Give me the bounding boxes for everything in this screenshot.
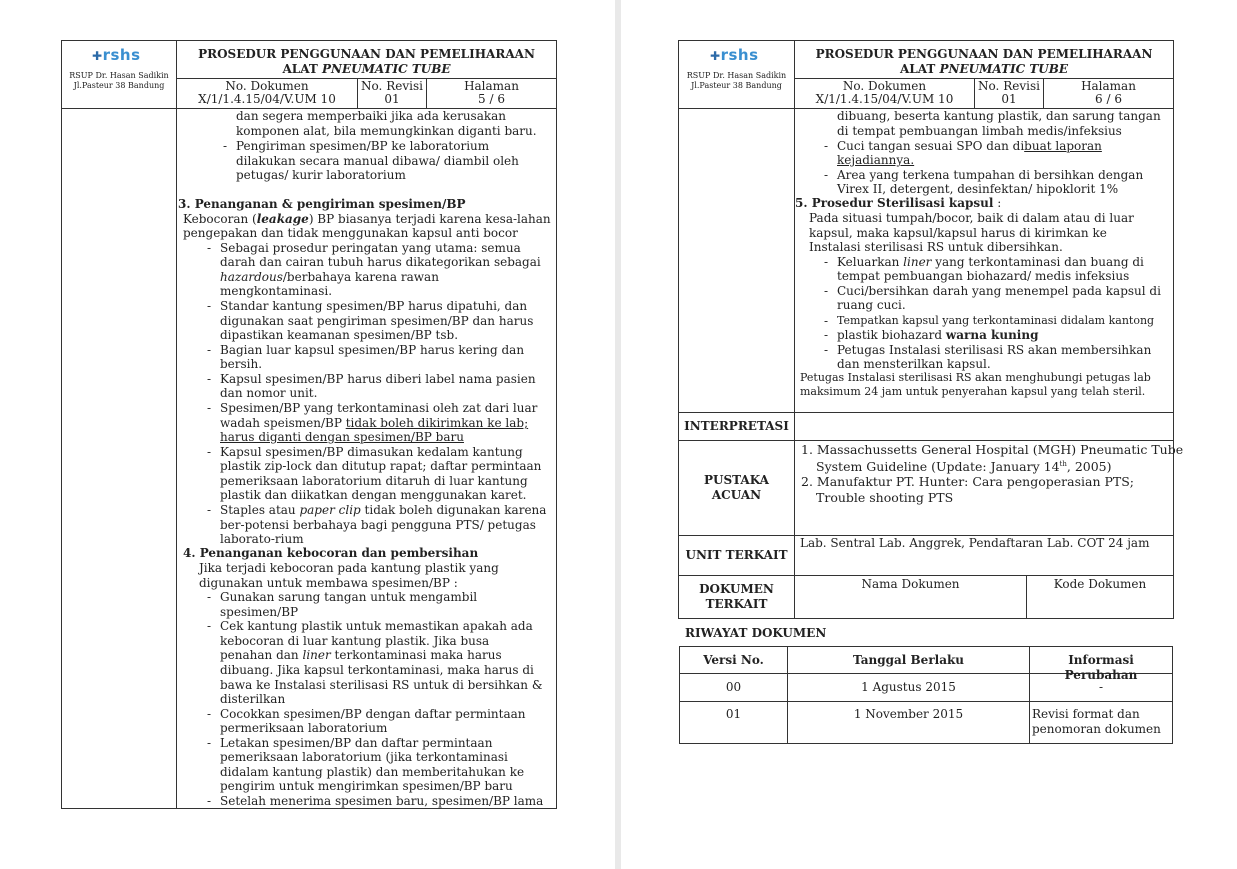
bullet-dash: -	[223, 139, 228, 153]
text-line: Kebocoran (leakage) BP biasanya terjadi karena kesa-lahan	[183, 212, 551, 226]
text-line: Petugas Instalasi sterilisasi RS akan membersihkan	[837, 343, 1152, 357]
section-4-heading: 4. Penanganan kebocoran dan pembersihan	[183, 546, 479, 560]
page-number	[427, 80, 556, 106]
interpretasi-value-cell	[794, 412, 1174, 441]
logo-plus-icon: ✚	[710, 49, 721, 63]
text-line: Bagian luar kapsul spesimen/BP harus kering dan	[220, 343, 525, 357]
text-line: hazardous/berbahaya karena rawan	[220, 270, 439, 284]
dokumen-terkait-label	[679, 582, 794, 612]
history-info-line-2: penomoran dokumen	[1032, 722, 1161, 736]
text-line: Jika terjadi kebocoran pada kantung plastik yang	[199, 561, 499, 575]
text-line: Petugas Instalasi sterilisasi RS akan menghubungi petugas lab	[800, 371, 1151, 384]
history-col-tanggal: Tanggal Berlaku	[852, 653, 965, 667]
doc-number	[795, 80, 974, 106]
page-value: 5 / 6	[478, 92, 505, 106]
title-line-1: PROSEDUR PENGGUNAAN DAN PEMELIHARAAN	[198, 47, 535, 61]
riwayat-dokumen-title: RIWAYAT DOKUMEN	[685, 626, 827, 640]
text-line: digunakan saat pengiriman spesimen/BP dan harus	[220, 314, 534, 328]
revision	[975, 80, 1043, 106]
page-value: 6 / 6	[1095, 92, 1122, 106]
body-left-column	[678, 108, 795, 413]
doc-number-label: No. Dokumen	[842, 79, 927, 93]
text-line: Kapsul spesimen/BP harus diberi label nama pasien	[220, 372, 536, 386]
bullet-dash: -	[207, 503, 212, 517]
dokumen-label-line-1: DOKUMEN	[699, 582, 774, 596]
text-line: pengirim untuk mengirimkan spesimen/BP baru	[220, 779, 513, 793]
text-line: Area yang terkena tumpahan di bersihkan dengan	[837, 168, 1144, 182]
text-line: digunakan untuk membawa spesimen/BP :	[199, 576, 458, 590]
text-line: Pengiriman spesimen/BP ke laboratorium	[236, 139, 490, 153]
doc-number-label: No. Dokumen	[225, 79, 309, 93]
dokumen-label-line-2: TERKAIT	[705, 597, 768, 611]
pustaka-label-line-1: PUSTAKA	[704, 473, 769, 487]
text-line: Cocokkan spesimen/BP dengan daftar permintaan	[220, 707, 526, 721]
reference-item: 2. Manufaktur PT. Hunter: Cara pengoperasian PTS;	[801, 474, 1135, 489]
document-page-5	[0, 0, 615, 869]
text-line: kapsul, maka kapsul/kapsul harus di kirimkan ke	[809, 226, 1107, 240]
bullet-dash: -	[207, 794, 212, 808]
body-left-column	[61, 108, 177, 809]
bullet-dash: -	[824, 168, 829, 182]
rshs-logo	[92, 45, 141, 64]
logo-text: rshs	[102, 46, 141, 64]
bullet-dash: -	[207, 343, 212, 357]
history-col-versi: Versi No.	[703, 653, 764, 667]
text-line: pemeriksaan laboratorium (jika terkontaminasi	[220, 750, 508, 764]
history-info: -	[1098, 680, 1104, 694]
text-line: ruang cuci.	[837, 298, 906, 312]
text-line: Pada situasi tumpah/bocor, baik di dalam atau di luar	[809, 211, 1134, 225]
bullet-dash: -	[207, 619, 212, 633]
text-line: Setelah menerima spesimen baru, spesimen/BP lama	[220, 794, 544, 808]
text-line: Virex II, detergent, desinfektan/ hipoklorit 1%	[837, 182, 1119, 196]
text-line: didalam kantung plastik) dan memberitahukan ke	[220, 765, 525, 779]
text-line: petugas/ kurir laboratorium	[236, 168, 406, 182]
text-line: dibuang, beserta kantung plastik, dan sarung tangan	[837, 109, 1161, 123]
history-info-line-1: Revisi format dan	[1032, 707, 1140, 721]
bullet-dash: -	[824, 328, 829, 342]
reference-item: 1. Massachussetts General Hospital (MGH) Pneumatic Tube	[801, 442, 1184, 457]
text-line: dan nomor unit.	[220, 386, 318, 400]
text-line: pemeriksaan laboratorium ditaruh di luar kantung	[220, 474, 528, 488]
text-line: plastik dan diikatkan dengan menggunakan karet.	[220, 488, 527, 502]
unit-terkait-value: Lab. Sentral Lab. Anggrek, Pendaftaran Lab. COT 24 jam	[800, 536, 1150, 550]
hospital-address	[679, 71, 794, 91]
text-line: pengepakan dan tidak menggunakan kapsul anti bocor	[183, 226, 518, 240]
history-versi: 00	[725, 680, 742, 694]
page-label: Halaman	[464, 79, 519, 93]
history-tanggal: 1 Agustus 2015	[861, 680, 956, 694]
text-line: di tempat pembuangan limbah medis/infeksius	[837, 124, 1122, 138]
bullet-dash: -	[207, 372, 212, 386]
text-line: wadah speismen/BP tidak boleh dikirimkan ke lab;	[220, 416, 529, 430]
kode-dokumen-header: Kode Dokumen	[1053, 577, 1147, 591]
page-label: Halaman	[1081, 79, 1136, 93]
text-line: plastik biohazard warna kuning	[837, 328, 1039, 342]
bullet-dash: -	[207, 401, 212, 415]
history-versi: 01	[725, 707, 742, 721]
text-line: dilakukan secara manual dibawa/ diambil oleh	[236, 154, 519, 168]
text-line: Staples atau paper clip tidak boleh digunakan karena	[220, 503, 547, 517]
bullet-dash: -	[207, 590, 212, 604]
hospital-street: Jl.Pasteur 38 Bandung	[691, 81, 782, 90]
nama-dokumen-header: Nama Dokumen	[861, 577, 960, 591]
bullet-dash: -	[824, 284, 829, 298]
text-line: komponen alat, bila memungkinkan diganti baru.	[236, 124, 537, 138]
text-line: Instalasi sterilisasi RS untuk dibersihkan.	[809, 240, 1063, 254]
logo-plus-icon: ✚	[92, 49, 103, 63]
text-line: maksimum 24 jam untuk penyerahan kapsul yang telah steril.	[800, 385, 1146, 398]
text-line: Standar kantung spesimen/BP harus dipatuhi, dan	[220, 299, 528, 313]
text-line: Tempatkan kapsul yang terkontaminasi didalam kantong	[837, 314, 1155, 327]
logo-text: rshs	[720, 46, 759, 64]
bullet-dash: -	[207, 445, 212, 459]
pustaka-label	[679, 473, 794, 503]
text-line: Kapsul spesimen/BP dimasukan kedalam kantung	[220, 445, 523, 459]
section-3-heading: 3. Penanganan & pengiriman spesimen/BP	[178, 197, 466, 211]
unit-terkait-label: UNIT TERKAIT	[685, 548, 788, 562]
text-line: Letakan spesimen/BP dan daftar permintaan	[220, 736, 493, 750]
text-line: dibuang. Jika kapsul terkontaminasi, maka harus di	[220, 663, 534, 677]
doc-number-value: X/1/1.4.15/04/V.UM 10	[815, 92, 954, 106]
doc-number-value: X/1/1.4.15/04/V.UM 10	[198, 92, 336, 106]
revision	[358, 80, 426, 106]
text-line: bawa ke Instalasi sterilisasi RS untuk di bersihkan &	[220, 678, 543, 692]
text-line: Cuci tangan sesuai SPO dan dibuat laporan	[837, 139, 1102, 153]
title-line-2: ALAT PNEUMATIC TUBE	[899, 62, 1068, 76]
document-page-6	[621, 0, 1237, 869]
revision-label: No. Revisi	[361, 79, 423, 93]
title-line-1: PROSEDUR PENGGUNAAN DAN PEMELIHARAAN	[815, 47, 1153, 61]
bullet-dash: -	[824, 343, 829, 357]
hospital-name: RSUP Dr. Hasan Sadikin	[69, 71, 169, 80]
text-line: dan mensterilkan kapsul.	[837, 357, 991, 371]
section-5-heading: 5. Prosedur Sterilisasi kapsul :	[795, 196, 1002, 210]
bullet-dash: -	[824, 255, 829, 269]
revision-value: 01	[384, 92, 400, 106]
doc-number	[177, 80, 357, 106]
text-line: Sebagai prosedur peringatan yang utama: semua	[220, 241, 521, 255]
text-line: laborato-rium	[220, 532, 304, 546]
text-line: kebocoran di luar kantung plastik. Jika busa	[220, 634, 490, 648]
page-number	[1044, 80, 1173, 106]
text-line: disterilkan	[220, 692, 286, 706]
history-info	[1032, 707, 1172, 737]
document-title	[177, 47, 556, 77]
text-line: spesimen/BP	[220, 605, 299, 619]
text-line: dan segera memperbaiki jika ada kerusakan	[236, 109, 507, 123]
bullet-dash: -	[824, 314, 829, 328]
revision-label: No. Revisi	[978, 79, 1040, 93]
bullet-dash: -	[207, 299, 212, 313]
text-line: Spesimen/BP yang terkontaminasi oleh zat dari luar	[220, 401, 538, 415]
text-line: tempat pembuangan biohazard/ medis infeksius	[837, 269, 1130, 283]
text-line: plastik zip-lock dan ditutup rapat; daftar permintaan	[220, 459, 542, 473]
history-col-informasi: Informasi Perubahan	[1064, 653, 1138, 682]
text-line: mengkontaminasi.	[220, 284, 333, 298]
text-line: kejadiannya.	[837, 153, 915, 167]
bullet-dash: -	[207, 736, 212, 750]
hospital-name: RSUP Dr. Hasan Sadikin	[686, 71, 787, 80]
text-line: Keluarkan liner yang terkontaminasi dan buang di	[837, 255, 1144, 269]
text-line: darah dan cairan tubuh harus dikategorikan sebagai	[220, 255, 541, 269]
text-line: Cuci/bersihkan darah yang menempel pada kapsul di	[837, 284, 1161, 298]
pustaka-label-line-2: ACUAN	[711, 488, 762, 502]
bullet-dash: -	[824, 139, 829, 153]
history-tanggal: 1 November 2015	[853, 707, 964, 721]
hospital-address	[62, 71, 176, 91]
text-line: bersih.	[220, 357, 263, 371]
bullet-dash: -	[207, 241, 212, 255]
reference-item: Trouble shooting PTS	[816, 490, 954, 505]
text-line: Cek kantung plastik untuk memastikan apakah ada	[220, 619, 533, 633]
revision-value: 01	[1001, 92, 1017, 106]
bullet-dash: -	[207, 707, 212, 721]
hospital-street: Jl.Pasteur 38 Bandung	[73, 81, 165, 90]
text-line: ber-potensi berbahaya bagi pengguna PTS/ petugas	[220, 518, 536, 532]
text-line: harus diganti dengan spesimen/BP baru	[220, 430, 464, 444]
title-line-2: ALAT PNEUMATIC TUBE	[282, 62, 451, 76]
document-title	[795, 47, 1173, 77]
interpretasi-label: INTERPRETASI	[684, 419, 789, 433]
text-line: dipastikan keamanan spesimen/BP tsb.	[220, 328, 459, 342]
rshs-logo	[710, 45, 759, 64]
reference-item: System Guideline (Update: January 14th, 2005)	[816, 459, 1112, 475]
text-line: penahan dan liner terkontaminasi maka harus	[220, 648, 502, 662]
text-line: permeriksaan laboratorium	[220, 721, 388, 735]
text-line: Gunakan sarung tangan untuk mengambil	[220, 590, 478, 604]
